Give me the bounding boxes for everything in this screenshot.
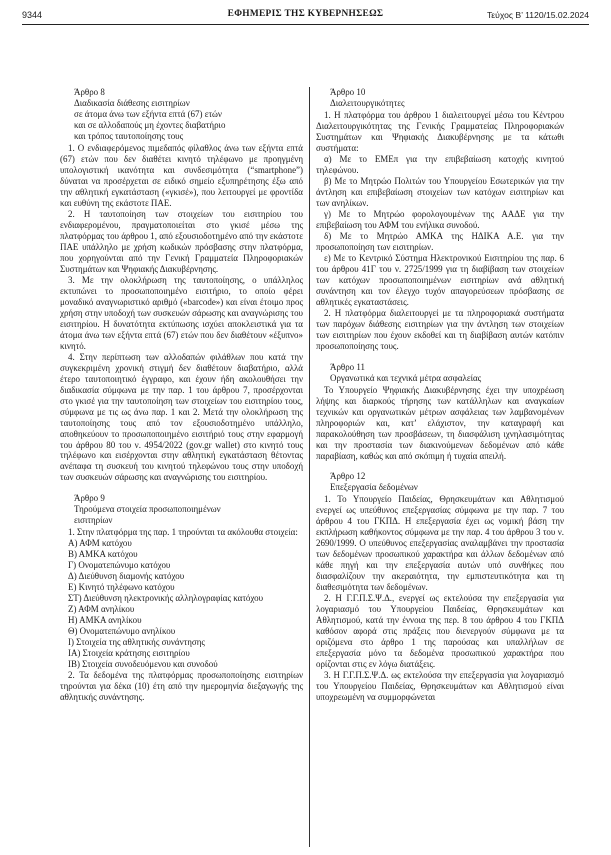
list-item: γ) Με το Μητρώο φορολογουμένων της ΑΑΔΕ για την επιβεβαίωση του ΑΦΜ του ενήλικα συνοδού. <box>316 208 564 230</box>
header-divider <box>22 24 589 25</box>
paragraph: 2. Η πλατφόρμα διαλειτουργεί με τα πληροφοριακά συστήματα των παρόχων διάθεσης εισιτηρίων για την άντληση των στοιχείων των εισιτηρίων που έχουν εκδοθεί και τη διαβίβαση αυτών κατόπιν προσωποποίησης τους. <box>316 307 564 351</box>
article-heading: Άρθρο 12 <box>330 471 366 482</box>
page-number: 9344 <box>22 10 43 20</box>
article-heading: Άρθρο 8 <box>74 87 105 97</box>
paragraph: 1. Ο ενδιαφερόμενος πιμεδαπός φίλαθλος άνω των εξήντα επτά (67) ετών που δεν διαθέτει κινητό τηλέφωνο με προηγμένη υπολογιστική ικανότητα και συνδεσιμότητα (“smartphone”) δύναται να προσέρχεται σε ειδικό σημείο εξυπηρέτησης έξω από την αθλητική εγκατάσταση («γκισέ»), που λειτουργεί με φροντίδα και ευθύνη της εκάστοτε ΠΑΕ. <box>60 142 303 208</box>
list-item: Ζ) ΑΦΜ ανηλίκου <box>68 604 135 615</box>
list-item: Γ) Ονοματεπώνυμο κατόχου <box>68 560 171 571</box>
issue-reference: Τεύχος Β’ 1120/15.02.2024 <box>486 10 589 20</box>
list-item: Δ) Διεύθυνση διαμονής κατόχου <box>68 571 185 582</box>
list-item: Θ) Ονοματεπώνυμο ανηλίκου <box>68 626 176 637</box>
gazette-name: ΕΦΗΜΕΡΙΣ ΤΗΣ ΚΥΒΕΡΝΗΣΕΩΣ <box>227 9 384 19</box>
article-10-title <box>316 87 564 109</box>
paragraph: Το Υπουργείο Ψηφιακής Διακυβέρνησης έχει την υποχρέωση λήψης και διαρκούς τήρησης των κατάλληλων και αναγκαίων τεχνικών και οργανωτικών μέτρων ασφάλειας των λαμβανομένων πληροφοριών και, κατ’ ελάχιστον, την καταγραφή και παρακολούθηση των προσβάσεων, τη διασφάλιση ιχνηλασιμότητας και την προστασία των διακινούμενων δεδομένων από κάθε παραβίαση, καθώς και από σκόπιμη ή τυχαία απειλή. <box>316 384 564 461</box>
article-subheading: και σε αλλοδαπούς μη έχοντες διαβατήριο <box>74 119 226 130</box>
article-heading: Άρθρο 10 <box>330 87 366 97</box>
article-9-title <box>60 493 303 526</box>
paragraph: 2. Τα δεδομένα της πλατφόρμας προσωποποίησης εισιτηρίων τηρούνται για δέκα (10) έτη από την ημερομηνία διεξαγωγής της αθλητικής συνάντησης. <box>60 670 303 703</box>
list-item: ΙΑ) Στοιχεία κράτησης εισιτηρίου <box>68 648 190 659</box>
article-subheading: Τηρούμενα στοιχεία προσωποποιημένων <box>74 504 221 515</box>
list-item: ε) Με το Κεντρικό Σύστημα Ηλεκτρονικού Εισιτηρίου της παρ. 6 του άρθρου 41Γ του ν. 2725/1999 για τη διαβίβαση των στοιχείων των κατόχων προσωποποιημένων εισιτηρίων ανά αθλητική συνάντηση και τον έλεγχο τυχόν απαγορεύσεων πρόσβασης σε αθλητικές εγκαταστάσεις. <box>316 252 564 307</box>
article-subheading: σε άτομα άνω των εξήντα επτά (67) ετών <box>74 108 222 119</box>
column-divider <box>309 87 310 847</box>
list-item: δ) Με το Μητρώο ΑΜΚΑ της ΗΔΙΚΑ Α.Ε. για την προσωποποίηση των εισιτηρίων. <box>316 230 564 252</box>
list-item: α) Με το ΕΜΕπ για την επιβεβαίωση κατοχής κινητού τηλεφώνου. <box>316 153 564 175</box>
paragraph: 3. Με την ολοκλήρωση της ταυτοποίησης, ο υπάλληλος εκτυπώνει το προσωποποιημένο εισιτήριο, το οποίο φέρει μοναδικό αναγνωριστικό αριθμό («barcode») και είναι έτοιμο προς χρήση στην υποδοχή των συσκευών σάρωσης και αναγνώρισης του εισιτηρίου. Η δυνατότητα εκτύπωσης ισχύει αποκλειστικά για τα άτομα άνω των εξήντα επτά (67) ετών που δεν διαθέτουν «έξυπνο» κινητό. <box>60 274 303 351</box>
article-subheading: εισιτηρίων <box>74 515 113 526</box>
list-item: Α) ΑΦΜ κατόχου <box>68 538 132 549</box>
list-item: ΙΒ) Στοιχεία συνοδευόμενου και συνοδού <box>68 659 218 670</box>
article-12-title <box>316 471 564 493</box>
article-subheading: και τρόπος ταυτοποίησης τους <box>74 130 184 141</box>
article-subheading: Διαλειτουργικότητες <box>330 97 405 108</box>
list-item: Ε) Κινητό τηλέφωνο κατόχου <box>68 582 175 593</box>
article-11-title <box>316 362 564 384</box>
paragraph: 4. Στην περίπτωση των αλλοδαπών φιλάθλων που κατά την συγκεκριμένη χρονική στιγμή δεν διαθέτουν διαβατήριο, αλλά έτερο ταυτοποιητικό έγγραφο, και έχουν ήδη ακολουθήσει την διαδικασία σύμφωνα με την παρ. 1 του άρθρου 7, προσέρχονται στο γκισέ για την ταυτοποίηση των στοιχείων του εισιτηρίου τους, σύμφωνα με τις ως άνω παρ. 1 και 2. Μετά την ολοκλήρωση της ταυτοποίησης τους από τον εξουσιοδοτημένο υπάλληλο, αποθηκεύουν το προσωποποιημένο εισιτήριό τους στην εφαρμογή του άρθρου 80 του ν. 4954/2022 (gov.gr wallet) στο κινητό τους τηλέφωνο και εισέρχονται στην αθλητική εγκατάσταση θέτοντας ανέπαφα τη συσκευή του κινητού τηλεφώνου τους στην υποδοχή των συσκευών σάρωσης και αναγνώρισης του εισιτηρίου. <box>60 351 303 483</box>
paragraph: 2. Η ταυτοποίηση των στοιχείων του εισιτηρίου του ενδιαφερομένου, πραγματοποιείται στο γκισέ μέσω της πλατφόρμας του άρθρου 1, από εξουσιοδοτημένο από την εκάστοτε ΠΑΕ υπάλληλο με χρήση κωδικών πρόσβασης στην πλατφόρμα, που χορηγούνται από την Γενική Γραμματεία Πληροφοριακών Συστημάτων και Ψηφιακής Διακυβέρνησης. <box>60 208 303 274</box>
list-item: Β) ΑΜΚΑ κατόχου <box>68 549 138 560</box>
right-column <box>316 87 564 703</box>
article-8-title <box>60 87 303 142</box>
article-heading: Άρθρο 11 <box>330 361 365 372</box>
paragraph: 1. Στην πλατφόρμα της παρ. 1 τηρούνται τα ακόλουθα στοιχεία: <box>68 527 298 538</box>
paragraph: 3. Η Γ.Γ.Π.Σ.Ψ.Δ. ως εκτελούσα την επεξεργασία για λογαριασμό του Υπουργείου Παιδείας, Θρησκευμάτων και Αθλητισμού είναι υποχρεωμένη να συμμορφώνεται <box>316 670 564 703</box>
paragraph: 1. Η πλατφόρμα του άρθρου 1 διαλειτουργεί μέσω του Κέντρου Διαλειτουργικότητας της Γενικής Γραμματείας Πληροφοριακών Συστημάτων και Ψηφιακής Διακυβέρνησης με τα κάτωθι συστήματα: <box>316 109 564 153</box>
list-item: ΣΤ) Διεύθυνση ηλεκτρονικής αλληλογραφίας κατόχου <box>68 593 264 604</box>
article-subheading: Οργανωτικά και τεχνικά μέτρα ασφαλείας <box>330 372 482 383</box>
article-heading: Άρθρο 9 <box>74 493 105 504</box>
page-header <box>22 8 589 24</box>
paragraph: 1. Το Υπουργείο Παιδείας, Θρησκευμάτων και Αθλητισμού ενεργεί ως υπεύθυνος επεξεργασίας σύμφωνα με την παρ. 7 του άρθρου 4 του ΓΚΠΔ. Η επεξεργασία έχει ως νομική βάση την εκπλήρωση καθήκοντος σύμφωνα με την παρ. 4 του άρθρου 3 του ν. 2690/1999. Ο υπεύθυνος επεξεργασίας αναλαμβάνει την προστασία των δεδομένων προσωπικού χαρακτήρα και άλλων δεδομένων από κάθε πηγή και την επεξεργασία αυτών υπό συνθήκες που διασφαλίζουν την ακεραιότητα, την εμπιστευτικότητα και τη διαθεσιμότητα των δεδομένων. <box>316 494 564 593</box>
list-item: β) Με το Μητρώο Πολιτών του Υπουργείου Εσωτερικών για την άντληση και επιβεβαίωση στοιχείων των κατόχων εισιτηρίων και των ανηλίκων. <box>316 175 564 208</box>
list-item: Ι) Στοιχεία της αθλητικής συνάντησης <box>68 637 205 648</box>
left-column <box>60 87 303 703</box>
article-subheading: Διαδικασία διάθεσης εισιτηρίων <box>74 97 190 108</box>
article-subheading: Επεξεργασία δεδομένων <box>330 482 418 493</box>
paragraph: 2. Η Γ.Γ.Π.Σ.Ψ.Δ., ενεργεί ως εκτελούσα την επεξεργασία για λογαριασμό του Υπουργείου Παιδείας, Θρησκευμάτων και Αθλητισμού, κατά την έννοια της περ. 8 του άρθρου 4 του ΓΚΠΔ καθόσον αφορά στις πράξεις που διενεργούν σύμφωνα με τα οριζόμενα στο άρθρο 1 της παρούσας και υπαλλήλων σε επεξεργασία μόνο τα δεδομένα προσωπικού χαρακτήρα που ορίζονται στις εν λόγω διατάξεις. <box>316 593 564 670</box>
list-item: Η) ΑΜΚΑ ανηλίκου <box>68 615 142 626</box>
